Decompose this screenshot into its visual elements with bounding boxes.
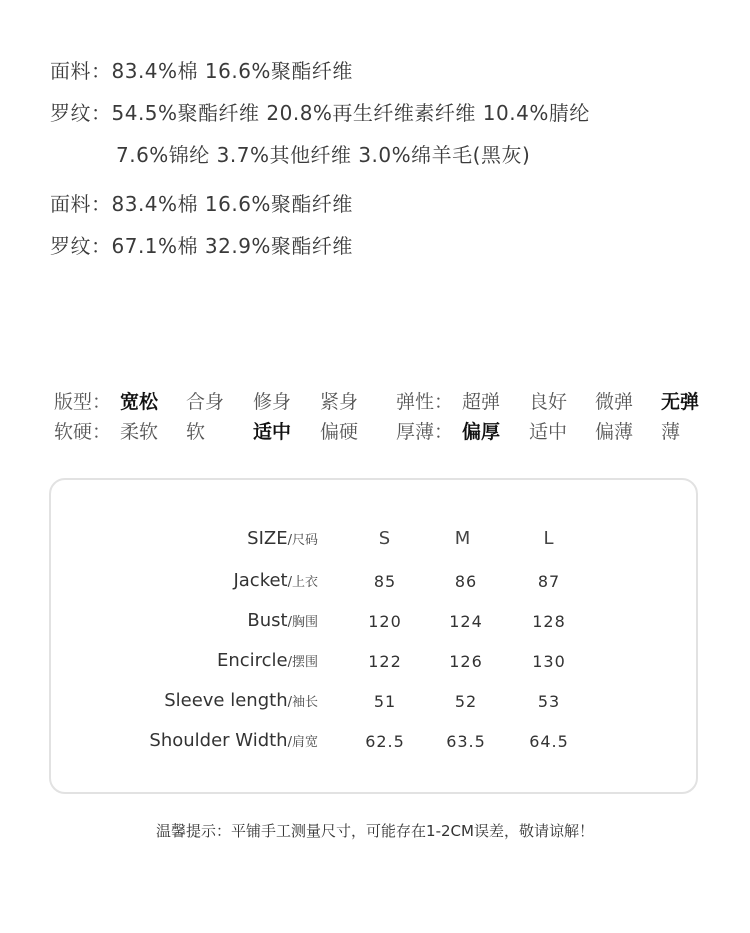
row-label-bust: Bust/胸围 <box>247 610 318 631</box>
elasticity-option-slight: 微弹 <box>595 391 634 413</box>
elasticity-option-none: 无弹 <box>661 391 700 413</box>
cell-bust-l: 128 <box>532 612 566 631</box>
softness-option-hard: 偏硬 <box>320 421 359 443</box>
fabric-line-1: 面料：83.4%棉 16.6%聚酯纤维 <box>50 59 353 83</box>
fit-option-loose: 宽松 <box>120 391 159 413</box>
fit-label: 版型： <box>54 391 112 413</box>
cell-shoulder-l: 64.5 <box>529 732 569 751</box>
size-table-header <box>51 528 696 558</box>
row-label-shoulder: Shoulder Width/肩宽 <box>149 730 318 751</box>
cell-sleeve-m: 52 <box>454 692 478 711</box>
cell-jacket-s: 85 <box>373 572 397 591</box>
softness-option-medium: 适中 <box>253 421 292 443</box>
cell-jacket-m: 86 <box>454 572 478 591</box>
size-header-label: SIZE/尺码 <box>247 528 318 549</box>
size-table <box>49 478 698 794</box>
elasticity-option-super: 超弹 <box>462 391 501 413</box>
elasticity-label: 弹性： <box>396 391 454 413</box>
elasticity-option-good: 良好 <box>529 391 568 413</box>
cell-shoulder-s: 62.5 <box>365 732 405 751</box>
fit-option-regular: 合身 <box>186 391 225 413</box>
fabric-line-3: 7.6%锦纶 3.7%其他纤维 3.0%绵羊毛(黑灰) <box>116 143 531 167</box>
measurement-tip: 温馨提示：平铺手工测量尺寸，可能存在1-2CM误差，敬请谅解！ <box>156 822 594 840</box>
table-row <box>51 650 696 680</box>
fabric-line-2: 罗纹：54.5%聚酯纤维 20.8%再生纤维素纤维 10.4%腈纶 <box>50 101 590 125</box>
fabric-line-5: 罗纹：67.1%棉 32.9%聚酯纤维 <box>50 234 353 258</box>
cell-bust-m: 124 <box>449 612 483 631</box>
size-header-s: S <box>378 528 392 549</box>
size-header-m: M <box>454 528 472 549</box>
table-row <box>51 730 696 760</box>
cell-bust-s: 120 <box>368 612 402 631</box>
thickness-option-thick: 偏厚 <box>462 421 501 443</box>
row-label-sleeve: Sleeve length/袖长 <box>164 690 318 711</box>
thickness-label: 厚薄： <box>396 421 454 443</box>
size-header-l: L <box>543 528 555 549</box>
thickness-option-medium: 适中 <box>529 421 568 443</box>
softness-option-soft: 柔软 <box>120 421 159 443</box>
cell-shoulder-m: 63.5 <box>446 732 486 751</box>
row-label-encircle: Encircle/摆围 <box>216 650 318 671</box>
thickness-option-thin: 薄 <box>661 421 681 443</box>
table-row <box>51 690 696 720</box>
fabric-line-4: 面料：83.4%棉 16.6%聚酯纤维 <box>50 192 353 216</box>
fit-option-slim: 修身 <box>253 391 292 413</box>
table-row <box>51 570 696 600</box>
softness-option-softish: 软 <box>186 421 206 443</box>
cell-sleeve-s: 51 <box>373 692 397 711</box>
cell-jacket-l: 87 <box>537 572 561 591</box>
softness-label: 软硬： <box>54 421 112 443</box>
row-label-jacket: Jacket/上衣 <box>233 570 318 591</box>
cell-encircle-l: 130 <box>532 652 566 671</box>
thickness-option-thinnish: 偏薄 <box>595 421 634 443</box>
table-row <box>51 610 696 640</box>
cell-encircle-s: 122 <box>368 652 402 671</box>
fit-option-tight: 紧身 <box>320 391 359 413</box>
cell-encircle-m: 126 <box>449 652 483 671</box>
cell-sleeve-l: 53 <box>537 692 561 711</box>
